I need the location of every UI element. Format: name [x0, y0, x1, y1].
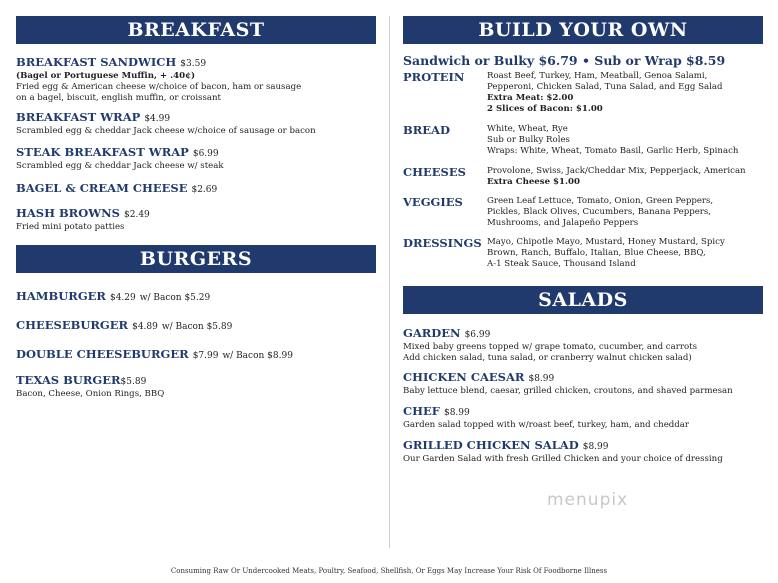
item-extra: w/ Bacon $5.89 — [161, 322, 233, 332]
item-price: $8.99 — [582, 442, 609, 452]
item-price: $6.99 — [464, 330, 491, 340]
item-price: $7.99 — [192, 351, 219, 361]
item-price: $4.99 — [144, 114, 171, 124]
item-price: $8.99 — [528, 374, 555, 384]
item-extra: w/ Bacon $5.29 — [139, 293, 211, 303]
item-name: HASH BROWNS — [16, 206, 120, 220]
item-price: $4.89 — [132, 322, 158, 332]
item-price: $2.49 — [124, 210, 150, 220]
item-price: $4.29 — [109, 293, 136, 303]
row-text: Extra Cheese $1.00 — [487, 177, 580, 187]
row-text: Pepperoni, Chicken Salad, Tuna Salad, and Egg Salad — [487, 82, 723, 92]
item-desc: Scrambled egg & cheddar Jack cheese w/choice of sausage or bacon — [16, 126, 316, 136]
build-row-veggies — [403, 196, 763, 229]
item-desc: Scrambled egg & cheddar Jack cheese w/ steak — [16, 161, 224, 171]
breakfast-item-wrap — [16, 110, 376, 137]
item-name: BREAKFAST SANDWICH — [16, 55, 177, 69]
item-desc: on a bagel, biscuit, english muffin, or croissant — [16, 93, 222, 103]
burger-item-cheeseburger — [16, 318, 376, 334]
build-your-own-header: BUILD YOUR OWN — [403, 16, 763, 44]
item-desc: Fried mini potato patties — [16, 222, 125, 232]
item-name: CHICKEN CAESAR — [403, 370, 525, 384]
row-label: VEGGIES — [403, 195, 463, 209]
breakfast-item-sandwich — [16, 55, 376, 104]
breakfast-item-hash-browns — [16, 206, 376, 233]
breakfast-item-bagel — [16, 181, 376, 197]
item-price: $6.99 — [192, 149, 219, 159]
build-your-own-pricing: Sandwich or Bulky $6.79 • Sub or Wrap $8.59 — [403, 53, 726, 68]
item-price: $2.69 — [191, 185, 218, 195]
row-text: Sub or Bulky Roles — [487, 135, 570, 145]
salad-item-chicken-caesar — [403, 370, 763, 397]
row-text: Provolone, Swiss, Jack/Cheddar Mix, Pepperjack, American — [487, 166, 746, 176]
item-name: GARDEN — [403, 326, 461, 340]
item-extra: w/ Bacon $8.99 — [222, 351, 293, 361]
item-desc: Garden salad topped with w/roast beef, turkey, ham, and cheddar — [403, 420, 690, 430]
item-desc: Our Garden Salad with fresh Grilled Chicken and your choice of dressing — [403, 454, 723, 464]
column-divider — [389, 16, 390, 548]
row-label: DRESSINGS — [403, 236, 482, 250]
item-name: BREAKFAST WRAP — [16, 110, 141, 124]
salads-header: SALADS — [403, 286, 763, 314]
item-name: DOUBLE CHEESEBURGER — [16, 347, 189, 361]
row-text: Extra Meat: $2.00 — [487, 93, 574, 103]
item-name: STEAK BREAKFAST WRAP — [16, 145, 189, 159]
item-name: HAMBURGER — [16, 289, 106, 303]
row-text: Brown, Ranch, Buffalo, Italian, Blue Cheese, BBQ, — [487, 248, 706, 258]
row-text: Green Leaf Lettuce, Tomato, Onion, Green Peppers, — [487, 196, 714, 206]
row-text: Roast Beef, Turkey, Ham, Meatball, Genoa Salami, — [487, 71, 708, 81]
burger-item-double-cheeseburger — [16, 347, 376, 363]
item-name: TEXAS BURGER — [16, 373, 121, 387]
row-label: CHEESES — [403, 165, 466, 179]
watermark: menupix — [547, 490, 629, 510]
item-desc: Fried egg & American cheese w/choice of bacon, ham or sausage — [16, 82, 302, 92]
item-price: $3.59 — [180, 59, 207, 69]
salad-item-grilled-chicken — [403, 438, 763, 465]
build-row-protein — [403, 71, 763, 115]
breakfast-header: BREAKFAST — [16, 16, 376, 44]
right-column — [403, 16, 763, 465]
row-text: Mushrooms, and Jalapeño Peppers — [487, 218, 639, 228]
item-name: CHEF — [403, 404, 440, 418]
build-row-dressings — [403, 237, 763, 270]
left-column — [16, 16, 376, 400]
burgers-header: BURGERS — [16, 245, 376, 273]
item-desc: Bacon, Cheese, Onion Rings, BBQ — [16, 389, 165, 399]
row-label: PROTEIN — [403, 70, 465, 84]
item-name: GRILLED CHICKEN SALAD — [403, 438, 579, 452]
footer-disclaimer: Consuming Raw Or Undercooked Meats, Poultry, Seafood, Shellfish, Or Eggs May Increase Your Risk Of Foodborne Illness — [170, 567, 608, 575]
burger-item-hamburger — [16, 289, 376, 305]
item-name: CHEESEBURGER — [16, 318, 129, 332]
salad-item-chef — [403, 404, 763, 431]
row-label: BREAD — [403, 123, 450, 137]
item-note: (Bagel or Portuguese Muffin, + .40¢) — [16, 71, 196, 81]
item-desc: Baby lettuce blend, caesar, grilled chicken, croutons, and shaved parmesan — [403, 386, 733, 396]
build-row-cheeses — [403, 166, 763, 188]
salad-item-garden — [403, 326, 763, 364]
row-text: Pickles, Black Olives, Cucumbers, Banana Peppers, — [487, 207, 712, 217]
item-price: $8.99 — [443, 408, 470, 418]
build-row-bread — [403, 124, 763, 157]
burger-item-texas — [16, 373, 376, 400]
row-text: A-1 Steak Sauce, Thousand Island — [487, 259, 636, 269]
item-desc: Mixed baby greens topped w/ grape tomato, cucumber, and carrots — [403, 342, 697, 352]
item-name: BAGEL & CREAM CHEESE — [16, 181, 188, 195]
breakfast-item-steak-wrap — [16, 145, 376, 172]
row-text: 2 Slices of Bacon: $1.00 — [487, 104, 603, 114]
row-text: Mayo, Chipotle Mayo, Mustard, Honey Mustard, Spicy — [487, 237, 725, 247]
item-price: $5.89 — [120, 377, 147, 387]
item-desc: Add chicken salad, tuna salad, or cranberry walnut chicken salad) — [403, 353, 692, 363]
row-text: White, Wheat, Rye — [487, 124, 568, 134]
row-text: Wraps: White, Wheat, Tomato Basil, Garlic Herb, Spinach — [487, 146, 739, 156]
